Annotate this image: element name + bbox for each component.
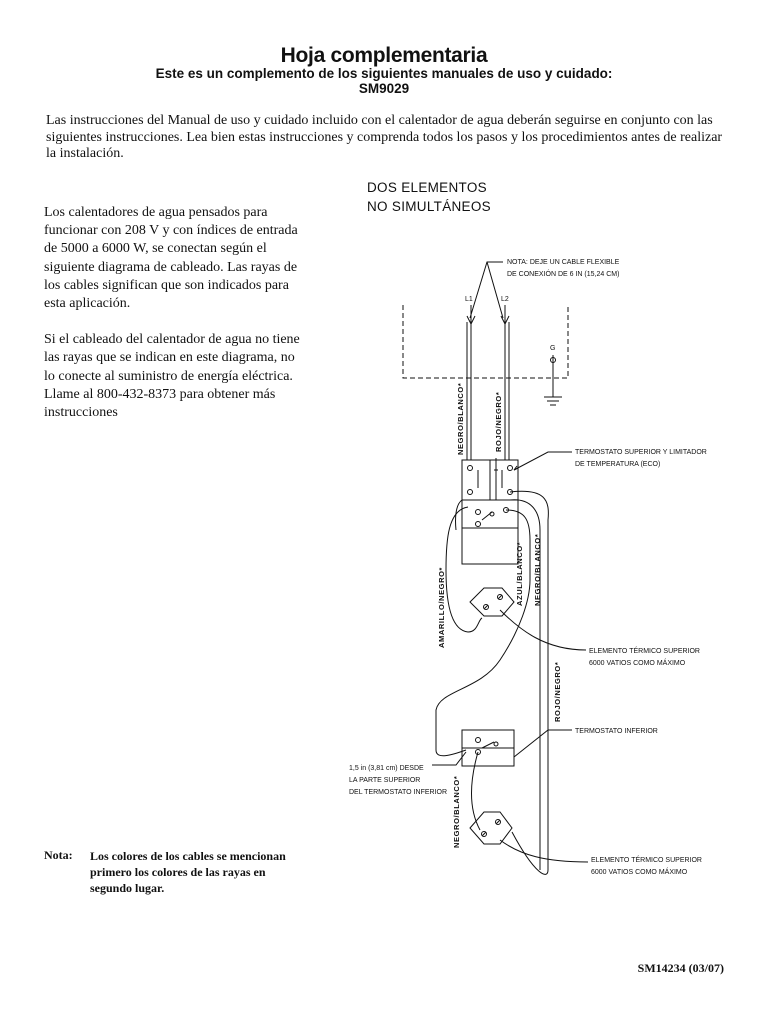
lower-thermostat-label: TERMOSTATO INFERIOR [575, 728, 658, 735]
distance-label-line3: DEL TERMOSTATO INFERIOR [349, 789, 448, 796]
distance-label-line2: LA PARTE SUPERIOR [349, 777, 421, 784]
wire-label-rojo-negro-long: ROJO/NEGRO* [553, 661, 562, 722]
note-label: Nota: [44, 848, 73, 862]
diagram-heading-line1: DOS ELEMENTOS [367, 180, 487, 195]
note-cable-line1: NOTA: DEJE UN CABLE FLEXIBLE [507, 259, 620, 266]
upper-element-label-line2: 6000 VATIOS COMO MÁXIMO [589, 660, 686, 667]
junction-box-outline [403, 305, 568, 378]
lower-thermostat-leader [514, 730, 572, 757]
upper-element [470, 588, 514, 616]
subtitle-model: SM9029 [358, 81, 410, 96]
label-g: G [550, 345, 556, 352]
lower-element [470, 812, 512, 844]
wire-label-negro-blanco-mid: NEGRO/BLANCO* [533, 533, 542, 606]
note-text: Los colores de los cables se mencionan primero los colores de las rayas en segundo lugar. [90, 849, 286, 895]
upper-element-label-line1: ELEMENTO TÉRMICO SUPERIOR [589, 648, 700, 655]
label-l1: L1 [465, 296, 473, 303]
note-cable-line2: DE CONEXIÓN DE 6 IN (15,24 CM) [507, 271, 620, 278]
wire-label-negro-blanco-top: NEGRO/BLANCO* [456, 382, 465, 455]
diagram-heading-line2: NO SIMULTÁNEOS [367, 199, 491, 214]
label-l2: L2 [501, 296, 509, 303]
note-leader [470, 262, 503, 318]
subtitle-manuals: Este es un complemento de los siguientes manuales de uso y cuidado: [155, 66, 613, 81]
upper-thermostat-label-line2: DE TEMPERATURA (ECO) [575, 461, 661, 468]
wire-label-rojo-negro-top: ROJO/NEGRO* [494, 391, 503, 452]
distance-label-line1: 1,5 in (3,81 cm) DESDE [349, 765, 424, 772]
upper-thermostat-body [462, 528, 518, 564]
eco-leader [514, 452, 572, 470]
lower-element-label-line1: ELEMENTO TÉRMICO SUPERIOR [591, 857, 702, 864]
page-title: Hoja complementaria [280, 44, 488, 67]
paragraph-warning: Si el cableado del calentador de agua no tiene las rayas que se indican en este diagrama, no lo conecte al suministro de energía eléctrica. Llame al 800-432-8373 para obtener más instrucciones [44, 332, 300, 421]
wire-label-negro-blanco-low: NEGRO/BLANCO* [452, 775, 461, 848]
wire-label-amarillo-negro: AMARILLO/NEGRO* [437, 566, 446, 648]
paragraph-208v: Los calentadores de agua pensados para funcionar con 208 V y con índices de entrada de 5000 a 6000 W, se conectan según el siguiente diagrama de cableado. Las rayas de los cables significan que son indicados para esta aplicación. [44, 205, 298, 312]
intro-paragraph: Las instrucciones del Manual de uso y cuidado incluido con el calentador de agua deberán seguirse en conjunto con las siguientes instrucciones. Lea bien estas instrucciones y comprenda todos los pasos y los procedimientos antes de realizar la instalación. [46, 113, 723, 161]
footer-code: SM14234 (03/07) [637, 961, 724, 975]
upper-thermostat-label-line1: TERMOSTATO SUPERIOR Y LIMITADOR [575, 449, 707, 456]
wire-label-azul-blanco: AZUL/BLANCO* [515, 541, 524, 606]
lower-element-label-line2: 6000 VATIOS COMO MÁXIMO [591, 869, 688, 876]
